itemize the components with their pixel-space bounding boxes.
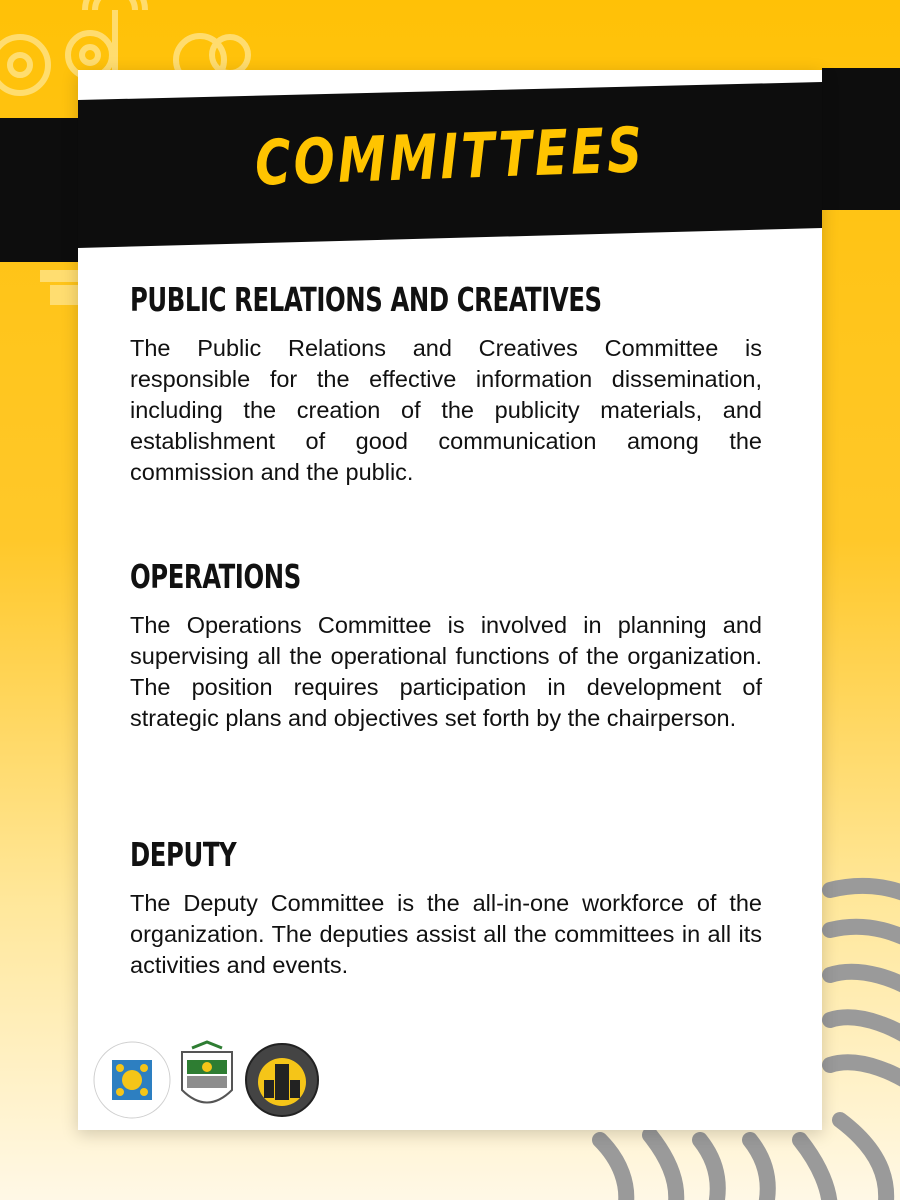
commission-seal-icon [246, 1044, 318, 1116]
section-heading: DEPUTY [130, 835, 237, 874]
section-heading: OPERATIONS [130, 557, 301, 596]
section-public-relations [130, 280, 762, 488]
section-body: The Operations Committee is involved in planning and supervising all the operational functions of the organization. The position requires participation in development of strategic plans and objectives set forth by the chairperson. [130, 612, 762, 731]
ust-seal-icon [94, 1042, 170, 1118]
page-title: COMMITTEES [253, 113, 647, 200]
section-body: The Public Relations and Creatives Committee is responsible for the effective information dissemination, including the creation of the publicity materials, and establishment of good communication among the commission and the public. [130, 335, 762, 485]
engineering-crest-icon [182, 1042, 232, 1103]
logos-row [92, 1040, 332, 1120]
section-body: The Deputy Committee is the all-in-one workforce of the organization. The deputies assist all the committees in all its activities and events. [130, 890, 762, 978]
section-operations [130, 557, 762, 734]
section-heading: PUBLIC RELATIONS AND CREATIVES [130, 280, 602, 319]
section-deputy [130, 835, 762, 981]
